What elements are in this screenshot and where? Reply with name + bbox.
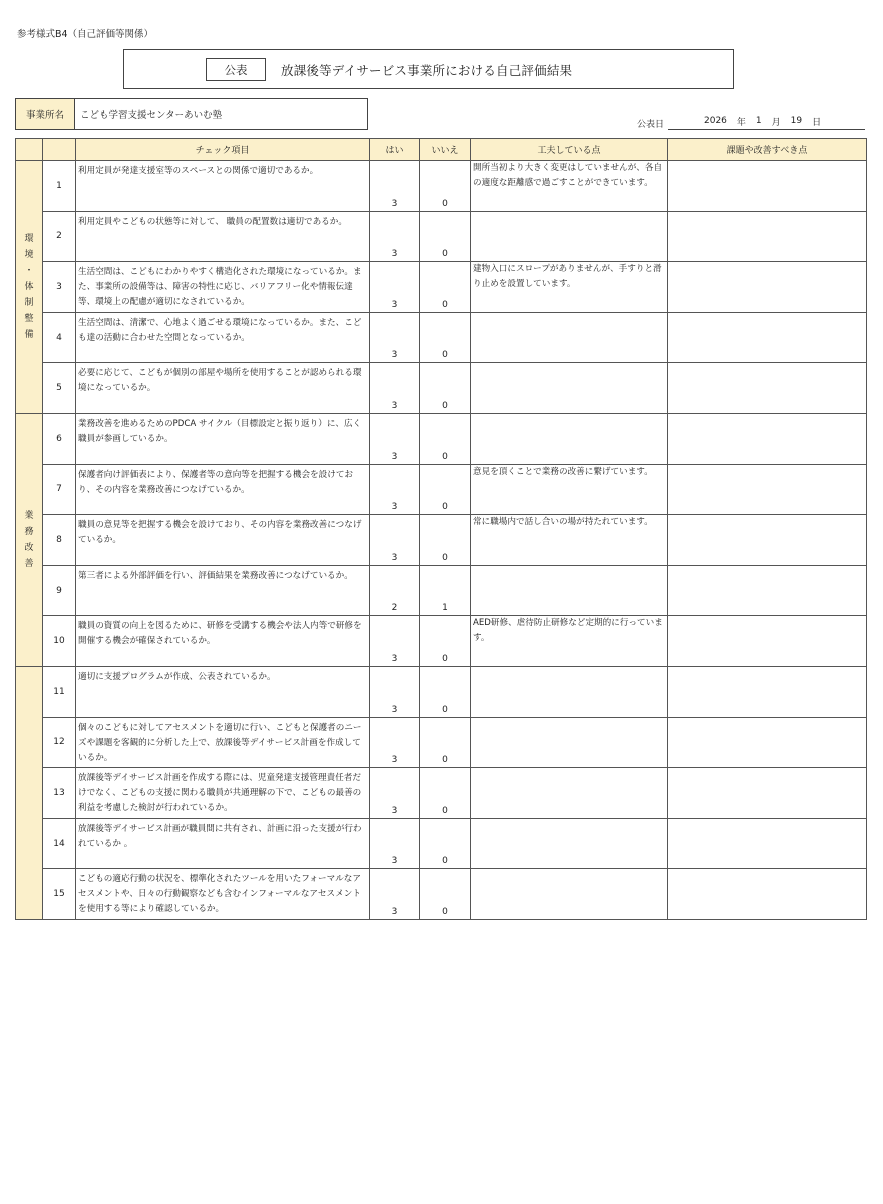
issues-text bbox=[668, 666, 867, 717]
table-row bbox=[16, 869, 867, 920]
yes-count: 3 bbox=[370, 515, 420, 566]
efforts-text bbox=[471, 312, 668, 363]
table-row bbox=[16, 768, 867, 819]
check-item-text: 個々のこどもに対してアセスメントを適切に行い、こどもと保護者のニーズや課題を客観的に分析した上で、放課後等デイサービス計画を作成しているか。 bbox=[76, 717, 370, 768]
category-char: ・ bbox=[24, 265, 34, 276]
item-number: 2 bbox=[43, 211, 76, 262]
no-count: 0 bbox=[420, 515, 471, 566]
issues-text bbox=[668, 464, 867, 515]
check-item-text: 第三者による外部評価を行い、評価結果を業務改善につなげているか。 bbox=[76, 565, 370, 616]
check-item-text: 業務改善を進めるためのPDCA サイクル（目標設定と振り返り）に、広く職員が参画しているか。 bbox=[76, 413, 370, 464]
publication-badge: 公表 bbox=[206, 58, 266, 81]
yes-count: 3 bbox=[370, 161, 420, 212]
check-item-text: 生活空間は、こどもにわかりやすく構造化された環境になっているか。また、事業所の設備等は、障害の特性に応じ、バリアフリー化や情報伝達等、環境上の配慮が適切になされているか。 bbox=[76, 262, 370, 313]
category-char: 整 bbox=[24, 313, 34, 324]
no-count: 1 bbox=[420, 565, 471, 616]
item-number: 14 bbox=[43, 818, 76, 869]
category-char: 体 bbox=[24, 281, 34, 292]
issues-text bbox=[668, 565, 867, 616]
check-item-text: 職員の資質の向上を図るために、研修を受講する機会や法人内等で研修を開催する機会が確保されているか。 bbox=[76, 616, 370, 667]
office-name: こども学習支援センターあいむ塾 bbox=[80, 110, 223, 121]
category-char: 環 bbox=[24, 233, 34, 244]
category-cell bbox=[16, 413, 43, 666]
category-char: 業 bbox=[24, 510, 34, 521]
yes-count: 3 bbox=[370, 768, 420, 819]
efforts-text bbox=[471, 717, 668, 768]
item-number: 15 bbox=[43, 869, 76, 920]
table-row bbox=[16, 413, 867, 464]
category-char: 備 bbox=[24, 329, 34, 340]
category-char: 改 bbox=[24, 542, 34, 553]
header-check-item: チェック項目 bbox=[76, 139, 370, 161]
efforts-text bbox=[471, 818, 668, 869]
no-count: 0 bbox=[420, 869, 471, 920]
no-count: 0 bbox=[420, 312, 471, 363]
no-count: 0 bbox=[420, 464, 471, 515]
issues-text bbox=[668, 818, 867, 869]
efforts-text bbox=[471, 211, 668, 262]
no-count: 0 bbox=[420, 666, 471, 717]
table-row bbox=[16, 262, 867, 313]
yes-count: 3 bbox=[370, 363, 420, 414]
yes-count: 3 bbox=[370, 818, 420, 869]
item-number: 5 bbox=[43, 363, 76, 414]
pub-day-unit: 日 bbox=[812, 117, 822, 128]
item-number: 9 bbox=[43, 565, 76, 616]
pub-month-unit: 月 bbox=[771, 117, 781, 128]
pub-year-unit: 年 bbox=[736, 117, 746, 128]
yes-count: 3 bbox=[370, 262, 420, 313]
header-efforts: 工夫している点 bbox=[471, 139, 668, 161]
item-number: 6 bbox=[43, 413, 76, 464]
item-number: 7 bbox=[43, 464, 76, 515]
issues-text bbox=[668, 413, 867, 464]
office-box bbox=[15, 98, 368, 130]
check-item-text: 放課後等デイサービス計画が職員間に共有され、計画に沿った支援が行われているか 。 bbox=[76, 818, 370, 869]
check-item-text: 適切に支援プログラムが作成、公表されているか。 bbox=[76, 666, 370, 717]
office-label: 事業所名 bbox=[16, 99, 75, 129]
table-row bbox=[16, 717, 867, 768]
table-row bbox=[16, 666, 867, 717]
issues-text bbox=[668, 616, 867, 667]
check-item-text: 職員の意見等を把握する機会を設けており、その内容を業務改善につなげているか。 bbox=[76, 515, 370, 566]
item-number: 3 bbox=[43, 262, 76, 313]
issues-text bbox=[668, 768, 867, 819]
table-row bbox=[16, 515, 867, 566]
no-count: 0 bbox=[420, 413, 471, 464]
category-cell bbox=[16, 161, 43, 414]
no-count: 0 bbox=[420, 768, 471, 819]
category-char: 善 bbox=[24, 558, 34, 569]
form-reference: 参考様式B4（自己評価等関係） bbox=[17, 29, 154, 40]
publication-date bbox=[668, 113, 865, 130]
efforts-text: 意見を頂くことで業務の改善に繋げています。 bbox=[471, 464, 668, 515]
no-count: 0 bbox=[420, 161, 471, 212]
page-title: 放課後等デイサービス事業所における自己評価結果 bbox=[281, 63, 573, 78]
check-item-text: 生活空間は、清潔で、心地よく過ごせる環境になっているか。また、こども達の活動に合わせた空間となっているか。 bbox=[76, 312, 370, 363]
category-char: 務 bbox=[24, 526, 34, 537]
item-number: 13 bbox=[43, 768, 76, 819]
efforts-text: 開所当初より大きく変更はしていませんが、各自の適度な距離感で過ごすことができています。 bbox=[471, 161, 668, 212]
table-row bbox=[16, 363, 867, 414]
header-issues: 課題や改善すべき点 bbox=[668, 139, 867, 161]
issues-text bbox=[668, 312, 867, 363]
efforts-text bbox=[471, 869, 668, 920]
issues-text bbox=[668, 262, 867, 313]
yes-count: 3 bbox=[370, 211, 420, 262]
check-item-text: 必要に応じて、こどもが個別の部屋や場所を使用することが認められる環境になっているか。 bbox=[76, 363, 370, 414]
no-count: 0 bbox=[420, 616, 471, 667]
efforts-text bbox=[471, 413, 668, 464]
header-number bbox=[43, 139, 76, 161]
efforts-text: AED研修、虐待防止研修など定期的に行っています。 bbox=[471, 616, 668, 667]
no-count: 0 bbox=[420, 262, 471, 313]
item-number: 12 bbox=[43, 717, 76, 768]
header-yes: はい bbox=[370, 139, 420, 161]
evaluation-table bbox=[15, 138, 867, 920]
item-number: 10 bbox=[43, 616, 76, 667]
pub-year: 2026 bbox=[704, 116, 727, 126]
efforts-text bbox=[471, 768, 668, 819]
table-row bbox=[16, 211, 867, 262]
title-box bbox=[123, 49, 734, 89]
yes-count: 3 bbox=[370, 869, 420, 920]
category-char: 境 bbox=[24, 249, 34, 260]
check-item-text: 保護者向け評価表により、保護者等の意向等を把握する機会を設けており、その内容を業務改善につなげているか。 bbox=[76, 464, 370, 515]
table-row bbox=[16, 616, 867, 667]
item-number: 4 bbox=[43, 312, 76, 363]
yes-count: 3 bbox=[370, 717, 420, 768]
issues-text bbox=[668, 869, 867, 920]
issues-text bbox=[668, 161, 867, 212]
table-row bbox=[16, 161, 867, 212]
yes-count: 3 bbox=[370, 666, 420, 717]
header-category bbox=[16, 139, 43, 161]
pub-day: 19 bbox=[790, 116, 803, 126]
table-row bbox=[16, 464, 867, 515]
yes-count: 3 bbox=[370, 312, 420, 363]
item-number: 1 bbox=[43, 161, 76, 212]
no-count: 0 bbox=[420, 717, 471, 768]
check-item-text: 放課後等デイサービス計画を作成する際には、児童発達支援管理責任者だけでなく、こどもの支援に関わる職員が共通理解の下で、こどもの最善の利益を考慮した検討が行われているか。 bbox=[76, 768, 370, 819]
efforts-text bbox=[471, 363, 668, 414]
yes-count: 3 bbox=[370, 413, 420, 464]
table-row bbox=[16, 312, 867, 363]
issues-text bbox=[668, 363, 867, 414]
no-count: 0 bbox=[420, 818, 471, 869]
efforts-text bbox=[471, 666, 668, 717]
table-row bbox=[16, 818, 867, 869]
category-char: 制 bbox=[24, 297, 34, 308]
yes-count: 3 bbox=[370, 616, 420, 667]
efforts-text bbox=[471, 565, 668, 616]
check-item-text: 利用定員が発達支援室等のスペースとの関係で適切であるか。 bbox=[76, 161, 370, 212]
check-item-text: 利用定員やこどもの状態等に対して、 職員の配置数は適切であるか。 bbox=[76, 211, 370, 262]
no-count: 0 bbox=[420, 363, 471, 414]
table-header-row bbox=[16, 139, 867, 161]
table-row bbox=[16, 565, 867, 616]
publication-date-label: 公表日 bbox=[637, 120, 665, 130]
issues-text bbox=[668, 515, 867, 566]
efforts-text: 常に職場内で話し合いの場が持たれています。 bbox=[471, 515, 668, 566]
efforts-text: 建物入口にスロープがありませんが、手すりと滑り止めを設置しています。 bbox=[471, 262, 668, 313]
issues-text bbox=[668, 211, 867, 262]
header-no: いいえ bbox=[420, 139, 471, 161]
item-number: 11 bbox=[43, 666, 76, 717]
check-item-text: こどもの適応行動の状況を、標準化されたツールを用いたフォーマルなアセスメントや、日々の行動観察なども含むインフォーマルなアセスメントを使用する等により確認しているか。 bbox=[76, 869, 370, 920]
no-count: 0 bbox=[420, 211, 471, 262]
item-number: 8 bbox=[43, 515, 76, 566]
yes-count: 3 bbox=[370, 464, 420, 515]
issues-text bbox=[668, 717, 867, 768]
category-cell bbox=[16, 666, 43, 919]
yes-count: 2 bbox=[370, 565, 420, 616]
pub-month: 1 bbox=[755, 116, 762, 126]
